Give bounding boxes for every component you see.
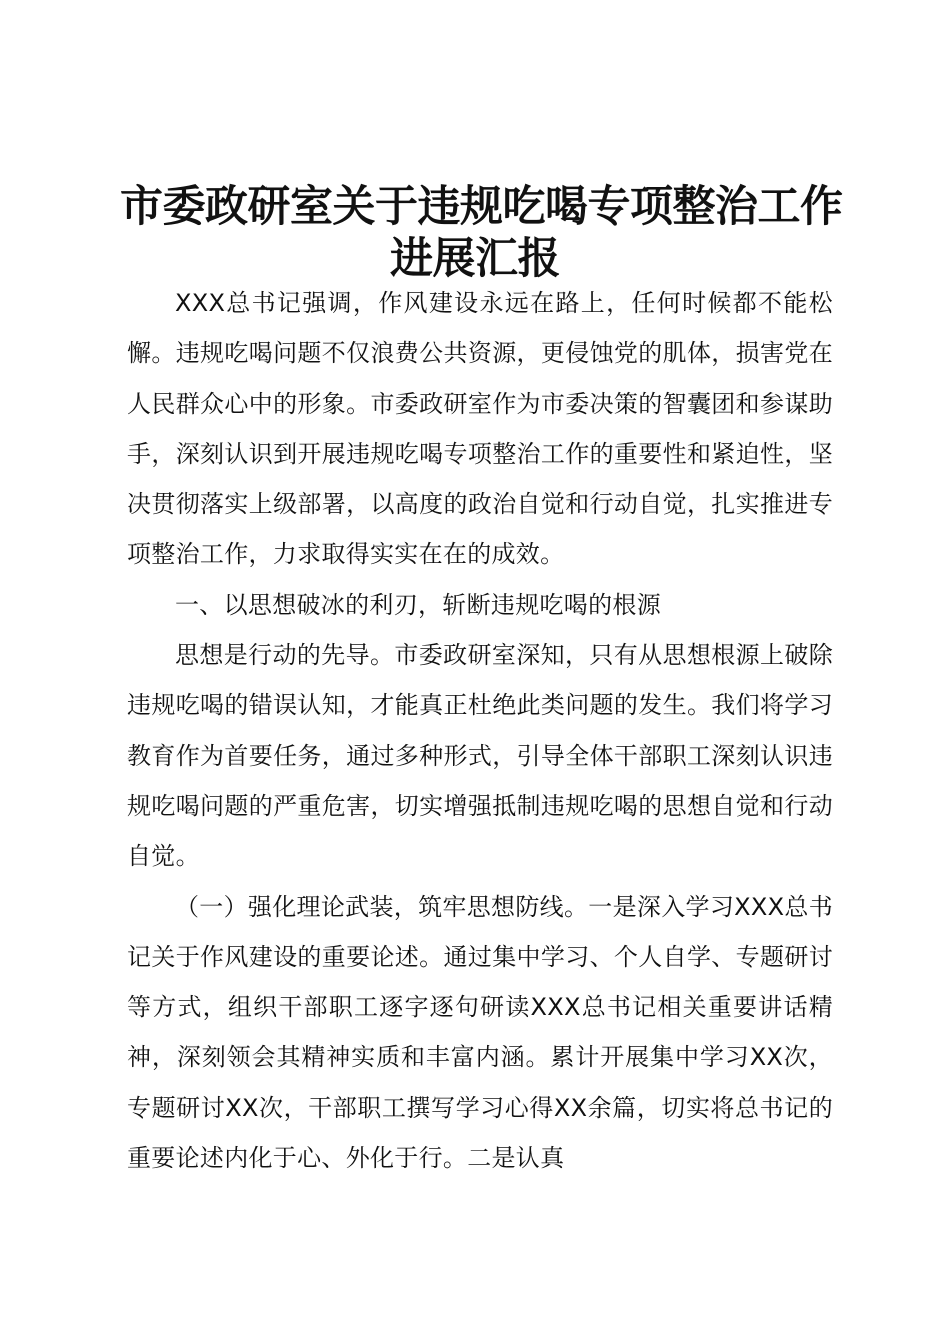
document-title-line-1: 市委政研室关于违规吃喝专项整治工作 <box>120 182 843 232</box>
document-body <box>127 278 833 1183</box>
section-1-paragraph: 思想是行动的先导。市委政研室深知，只有从思想根源上破除违规吃喝的错误认知，才能真正杜绝此类问题的发生。我们将学习教育作为首要任务，通过多种形式，引导全体干部职工深刻认识违规吃喝问题的严重危害，切实增强抵制违规吃喝的思想自觉和行动自觉。 <box>127 641 833 871</box>
subsection-1-paragraph: （一）强化理论武装，筑牢思想防线。一是深入学习XXX总书记关于作风建设的重要论述。通过集中学习、个人自学、专题研讨等方式，组织干部职工逐字逐句研读XXX总书记相关重要讲话精神，深刻领会其精神实质和丰富内涵。累计开展集中学习XX次，专题研讨XX次，干部职工撰写学习心得XX余篇，切实将总书记的重要论述内化于心、外化于行。二是认真 <box>127 892 833 1173</box>
section-heading-1: 一、以思想破冰的利刃，斩断违规吃喝的根源 <box>175 590 661 619</box>
intro-paragraph: XXX总书记强调，作风建设永远在路上，任何时候都不能松懈。违规吃喝问题不仅浪费公共资源，更侵蚀党的肌体，损害党在人民群众心中的形象。市委政研室作为市委决策的智囊团和参谋助手，深刻认识到开展违规吃喝专项整治工作的重要性和紧迫性，坚决贯彻落实上级部署，以高度的政治自觉和行动自觉，扎实推进专项整治工作，力求取得实实在在的成效。 <box>127 289 833 569</box>
document-title-line-2: 进展汇报 <box>390 234 560 284</box>
